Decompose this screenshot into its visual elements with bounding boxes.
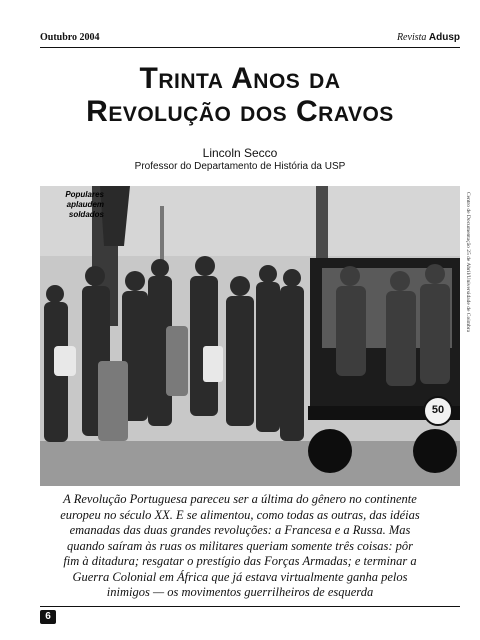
page-number: 6 bbox=[40, 610, 56, 624]
photo-illustration bbox=[40, 186, 460, 486]
article-photo bbox=[40, 186, 460, 486]
caption-line-2: aplaudem bbox=[66, 200, 104, 209]
page-header bbox=[40, 32, 460, 48]
photo-credit bbox=[462, 192, 472, 482]
photo-caption bbox=[44, 190, 104, 220]
article-title bbox=[0, 62, 480, 128]
publication-adusp: Adusp bbox=[428, 32, 460, 43]
title-line-2: Revolução dos Cravos bbox=[86, 95, 394, 128]
article-lede: A Revolução Portuguesa pareceu ser a última do gênero no continente europeu no século XX. E se alimentou, como todas as outras, das idéias emanadas das duas grandes revoluções: a Francesa e a Russa. Mas quando saíram às ruas os militares queriam somente três coisas: pôr fim à ditadura; resgatar o prestígio das Forças Armadas; e terminar a Guerra Colonial em África que já estava virtualmente ganha pelos inimigos — os movimentos guerrilheiros de esquerda bbox=[60, 492, 420, 599]
caption-line-3: soldados bbox=[68, 210, 104, 219]
issue-date: Outubro 2004 bbox=[40, 32, 100, 43]
caption-line-1: Populares bbox=[65, 190, 104, 199]
publication-revista: Revista bbox=[396, 32, 427, 43]
footer-rule bbox=[40, 606, 460, 607]
author-affiliation: Professor do Departamento de História da USP bbox=[134, 161, 346, 172]
author-name: Lincoln Secco bbox=[202, 146, 278, 160]
photo-credit-text: Centro de Documentação 25 de Abril/Universidade de Coimbra bbox=[465, 192, 471, 333]
title-line-1: Trinta Anos da bbox=[139, 62, 341, 95]
plate-number: 50 bbox=[431, 404, 445, 416]
header-rule bbox=[40, 47, 460, 48]
publication-name bbox=[397, 32, 460, 43]
